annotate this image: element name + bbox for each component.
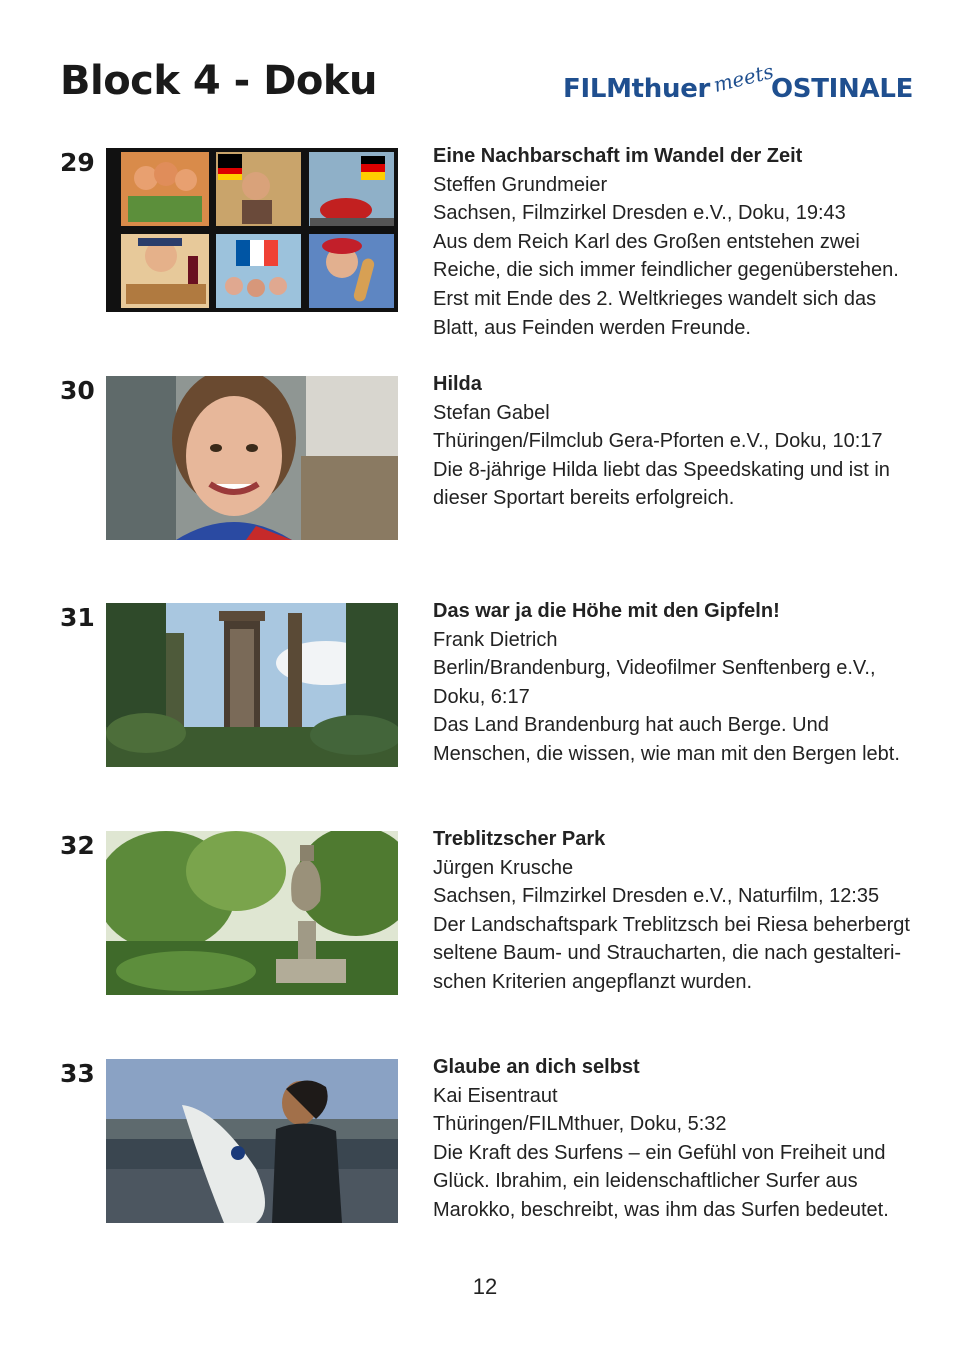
- logo-word-meets: meets: [711, 58, 776, 98]
- logo-word-ostinale: OSTINALE: [771, 74, 914, 104]
- film-director: Jürgen Krusche: [433, 856, 574, 879]
- film-title: Treblitzscher Park: [433, 828, 606, 850]
- entry-number: 33: [60, 1059, 95, 1088]
- film-info: Berlin/Brandenburg, Videofilmer Senftenberg e.V.,: [433, 657, 876, 680]
- film-title: Das war ja die Höhe mit den Gipfeln!: [433, 600, 780, 622]
- entry-text: [433, 1053, 933, 1225]
- film-description-line: Menschen, die wissen, wie man mit den Bergen lebt.: [433, 742, 900, 765]
- film-entry: [0, 145, 970, 339]
- girl-portrait-thumbnail: [106, 376, 398, 540]
- comic-collage-thumbnail: [106, 148, 398, 312]
- film-info: Sachsen, Filmzirkel Dresden e.V., Naturfilm, 12:35: [433, 885, 880, 908]
- entry-text: [433, 825, 933, 997]
- film-description-line: Aus dem Reich Karl des Großen entstehen zwei: [433, 230, 860, 253]
- film-director: Steffen Grundmeier: [433, 173, 608, 196]
- film-info-continued: Doku, 6:17: [433, 685, 530, 708]
- entry-number: 31: [60, 603, 95, 632]
- entry-number: 30: [60, 376, 95, 405]
- entry-text: [433, 597, 933, 769]
- film-info: Sachsen, Filmzirkel Dresden e.V., Doku, 19:43: [433, 202, 846, 225]
- entry-text: [433, 370, 933, 513]
- film-description-line: Die Kraft des Surfens – ein Gefühl von Freiheit und: [433, 1141, 886, 1164]
- film-title: Hilda: [433, 373, 482, 395]
- entry-number: 32: [60, 831, 95, 860]
- page-number: 12: [472, 1274, 498, 1299]
- film-description-line: Der Landschaftspark Treblitzsch bei Riesa beherbergt: [433, 913, 910, 936]
- film-description-line: dieser Sportart bereits erfolgreich.: [433, 487, 735, 510]
- film-entry: [0, 600, 970, 773]
- film-info: Thüringen/FILMthuer, Doku, 5:32: [433, 1113, 727, 1136]
- film-entry: [0, 828, 970, 1001]
- film-director: Frank Dietrich: [433, 628, 558, 651]
- film-description-line: Blatt, aus Feinden werden Freunde.: [433, 316, 751, 339]
- film-description-line: Das Land Brandenburg hat auch Berge. Und: [433, 714, 829, 737]
- park-urn-thumbnail: [106, 831, 398, 995]
- lookout-tower-thumbnail: [106, 603, 398, 767]
- surfer-thumbnail: [106, 1059, 398, 1223]
- film-description-line: schen Kriterien angepflanzt wurden.: [433, 970, 753, 993]
- entry-text: [433, 142, 933, 342]
- film-director: Stefan Gabel: [433, 401, 550, 424]
- film-description-line: Reiche, die sich immer feindlicher gegenüberstehen.: [433, 259, 899, 282]
- film-title: Eine Nachbarschaft im Wandel der Zeit: [433, 145, 803, 167]
- film-description-line: Die 8-jährige Hilda liebt das Speedskating und ist in: [433, 458, 890, 481]
- film-entry: [0, 1056, 970, 1229]
- film-description-line: Glück. Ibrahim, ein leidenschaftlicher Surfer aus: [433, 1170, 858, 1193]
- entry-number: 29: [60, 148, 95, 177]
- film-description-line: Marokko, beschreibt, was ihm das Surfen bedeutet.: [433, 1198, 889, 1221]
- page-title: Block 4 - Doku: [60, 58, 377, 104]
- film-info: Thüringen/Filmclub Gera-Pforten e.V., Doku, 10:17: [433, 430, 883, 453]
- film-description-line: seltene Baum- und Straucharten, die nach gestalteri-: [433, 942, 902, 965]
- film-director: Kai Eisentraut: [433, 1084, 558, 1107]
- logo-word-filmthuer: FILMthuer: [563, 74, 711, 104]
- film-entry: [0, 373, 970, 546]
- festival-logo: [563, 58, 914, 114]
- film-description-line: Erst mit Ende des 2. Weltkrieges wandelt sich das: [433, 287, 877, 310]
- film-title: Glaube an dich selbst: [433, 1056, 640, 1078]
